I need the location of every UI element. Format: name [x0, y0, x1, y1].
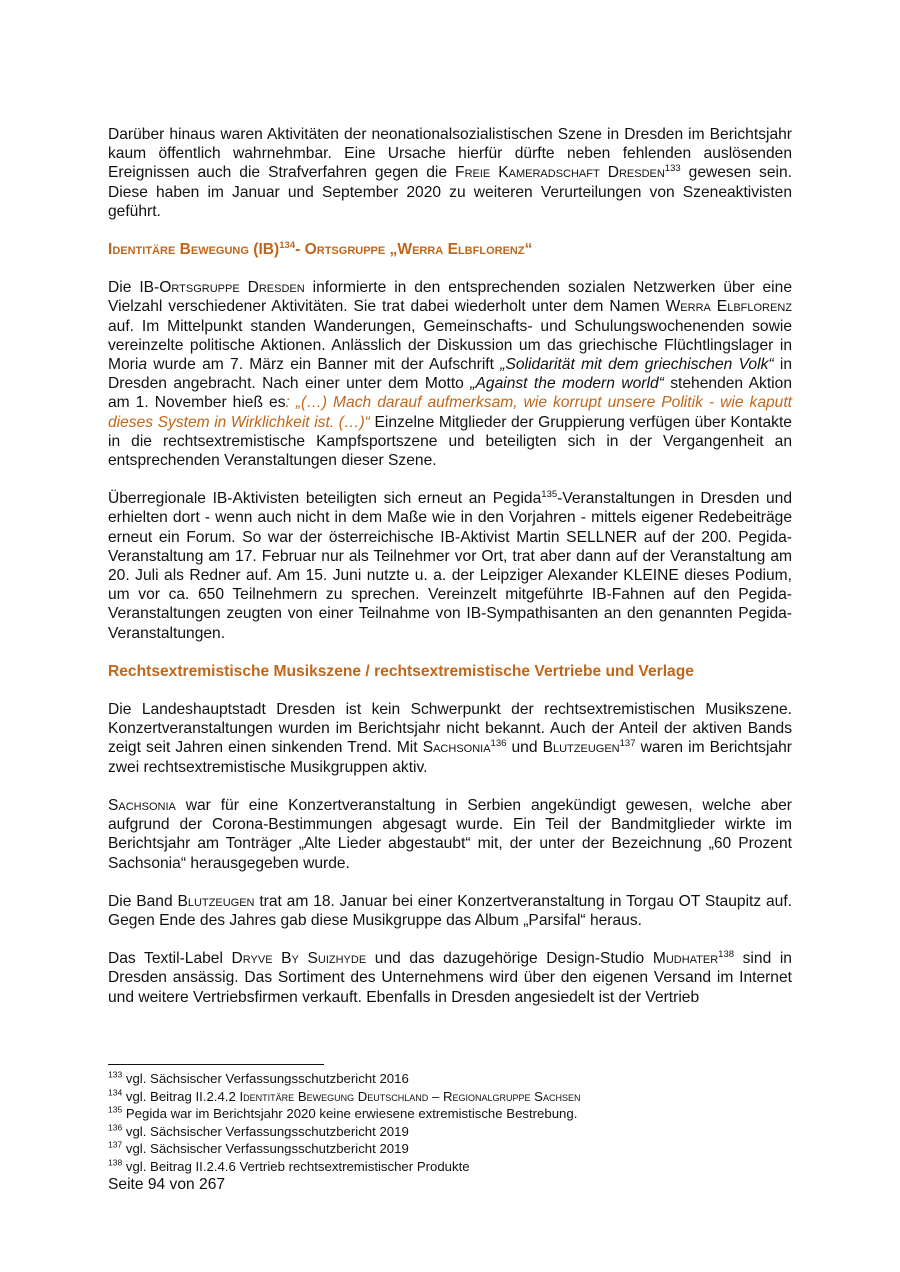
- paragraph-sachsonia: Sachsonia war für eine Konzertveranstaltung in Serbien angekündigt gewesen, welche aber aufgrund der Corona-Bestimmungen abgesagt wurde. Ein Teil der Bandmitglieder wirkte im Berichtsjahr am Tonträger „Alte Lieder abgestaubt“ mit, der unter der Bezeichnung „60 Prozent Sachsonia“ herausgegeben wurde.: [108, 796, 792, 872]
- footnote-ref-135[interactable]: 135: [541, 489, 558, 501]
- footnote-138: $^{138}$ vgl. Beitrag II.2.4.6 Vertrieb rechtsextremistischer Produkte: [108, 1157, 470, 1174]
- paragraph-textile-label: Das Textil-Label Dryve By Suizhyde und das dazugehörige Design-Studio Mudhater$^{138}$ sind in Dresden ansässig. Das Sortiment des Unternehmens wird über den eigenen Versand im Internet und weitere Vertriebsfirmen verkauft. Ebenfalls in Dresden angesiedelt ist der Vertrieb: [108, 948, 792, 1006]
- footnote-ref-136[interactable]: 136: [490, 738, 507, 750]
- paragraph-neonazi-scene: Darüber hinaus waren Aktivitäten der neonationalsozialistischen Szene in Dresden im Berichtsjahr kaum öffentlich wahrnehmbar. Eine Ursache hierfür dürfte neben fehlenden auslösenden Ereignissen auch die Strafverfahren gegen die Freie Kameradschaft Dresden$^{133}$ gewesen sein. Diese haben im Januar und September 2020 zu weiteren Verurteilungen von Szeneaktivisten geführt.: [108, 126, 792, 220]
- footnote-135: $^{135}$ Pegida war im Berichtsjahr 2020 keine erwiesene extremistische Bestrebung.: [108, 1104, 578, 1121]
- paragraph-pegida: Überregionale IB-Aktivisten beteiligten sich erneut an Pegida$^{135}$-Veranstaltungen in Dresden und erhielten dort - wenn auch nicht in dem Maße wie in den Vorjahren - mittels eigener Redebeiträge erneut ein Forum. So war der österreichische IB-Aktivist Martin SELLNER auf der 200. Pegida-Veranstaltung am 17. Februar nur als Teilnehmer vor Ort, trat aber dann auf der Veranstaltung am 20. Juli als Redner auf. Am 15. Juni nutzte u. a. der Leipziger Alexander KLEINE dieses Podium, um vor ca. 650 Teilnehmern zu sprechen. Vereinzelt mitgeführte IB-Fahnen auf den Pegida-Veranstaltungen zeugten von einer Teilnahme von IB-Sympathisanten an den genannten Pegida-Veranstaltungen.: [108, 489, 793, 642]
- footnote-134: $^{134}$ vgl. Beitrag II.2.4.2 Identitäre Bewegung Deutschland – Regionalgruppe Sachsen: [108, 1087, 581, 1104]
- footnote-ref-138[interactable]: 138: [718, 948, 735, 960]
- paragraph-blutzeugen: Die Band Blutzeugen trat am 18. Januar bei einer Konzertveranstaltung in Torgau OT Staupitz auf. Gegen Ende des Jahres gab diese Musikgruppe das Album „Parsifal“ heraus.: [108, 892, 793, 929]
- page-number: Seite 94 von 267: [108, 1176, 226, 1193]
- footnote-ref-134[interactable]: 134: [279, 239, 296, 251]
- footnote-ref-137[interactable]: 137: [619, 738, 636, 750]
- quote-highlight: : „(…) Mach darauf aufmerksam, wie korrupt unsere Politik - wie kaputt dieses System in Wirklichkeit ist. (…)“: [108, 394, 793, 431]
- footnote-ref-133[interactable]: 133: [664, 163, 681, 175]
- footnotes: [108, 1064, 792, 1194]
- paragraph-ib-ortsgruppe: Die IB-Ortsgruppe Dresden informierte in den entsprechenden sozialen Netzwerken über eine Vielzahl verschiedener Aktivitäten. Sie trat dabei wiederholt unter dem Namen Werra Elbflorenz auf. Im Mittelpunkt standen Wanderungen, Gemeinschafts- und Schulungswochenenden sowie vereinzelte politische Aktionen. Anlässlich der Diskussion um das griechische Flüchtlingslager in Moria wurde am 7. März ein Banner mit der Aufschrift „Solidarität mit dem griechischen Volk“ in Dresden angebracht. Nach einer unter dem Motto „Against the modern world“ stehenden Aktion am 1. November hieß es: „(…) Mach darauf aufmerksam, wie korrupt unsere Politik - wie kaputt dieses System in Wirklichkeit ist. (…)“ Einzelne Mitglieder der Gruppierung verfügen über Kontakte in die rechtsextremistische Kampfsportszene und beteiligten sich in der Vergangenheit an entsprechenden Veranstaltungen dieser Szene.: [108, 279, 793, 470]
- paragraph-music-scene: Die Landeshauptstadt Dresden ist kein Schwerpunkt der rechtsextremistischen Musikszene. Konzertveranstaltungen wurden im Berichtsjahr nicht bekannt. Auch der Anteil der aktiven Bands zeigt seit Jahren einen sinkenden Trend. Mit Sachsonia$^{136}$ und Blutzeugen$^{137}$ waren im Berichtsjahr zwei rechtsextremistische Musikgruppen aktiv.: [108, 701, 792, 776]
- page-body: [108, 125, 792, 1007]
- footnote-137: $^{137}$ vgl. Sächsischer Verfassungsschutzbericht 2019: [108, 1139, 409, 1156]
- section-heading-ib: Identitäre Bewegung (IB)$^{134}$- Ortsgruppe „Werra Elbflorenz“: [108, 239, 533, 259]
- section-heading-music: Rechtsextremistische Musikszene / rechtsextremistische Vertriebe und Verlage: [108, 662, 694, 680]
- footnote-136: $^{136}$ vgl. Sächsischer Verfassungsschutzbericht 2019: [108, 1122, 409, 1139]
- footnote-divider: [108, 1064, 324, 1065]
- footnote-133: $^{133}$ vgl. Sächsischer Verfassungsschutzbericht 2016: [108, 1069, 409, 1086]
